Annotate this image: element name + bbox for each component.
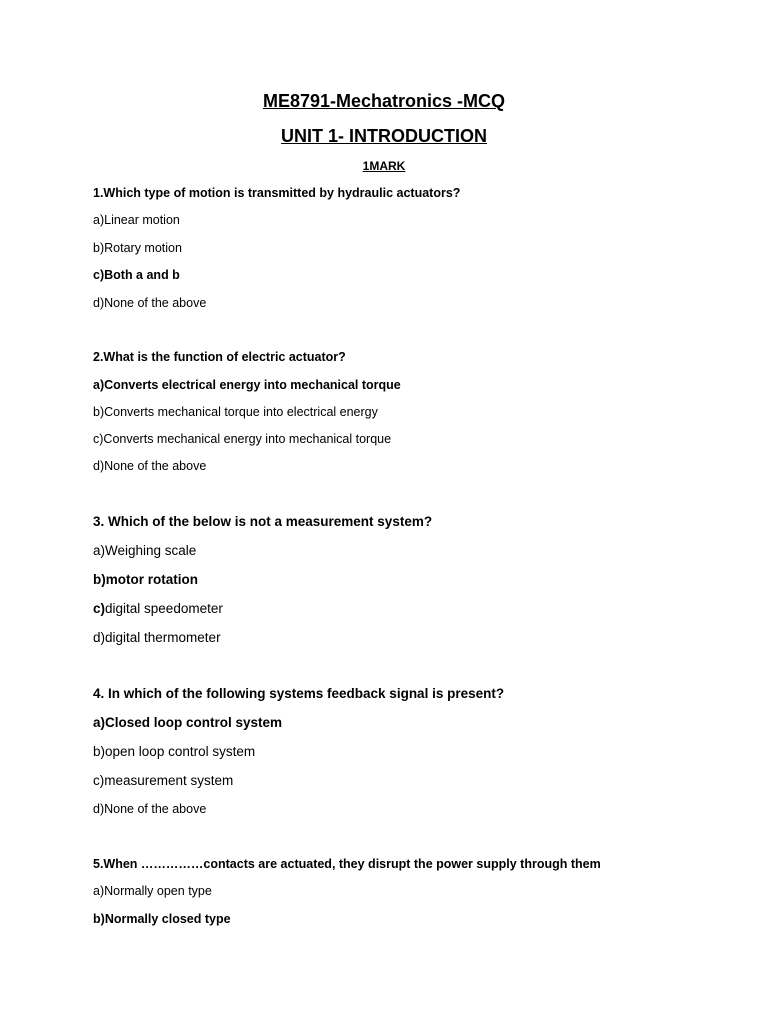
option-text: None of the above — [104, 296, 207, 310]
option-text: Closed loop control system — [105, 715, 283, 730]
q4-option-c — [93, 773, 233, 789]
q1-option-d — [93, 295, 206, 311]
q2-option-d — [93, 458, 206, 474]
option-text: open loop control system — [105, 744, 256, 759]
q4-option-b — [93, 744, 255, 760]
unit-heading: UNIT 1- INTRODUCTION — [281, 126, 487, 146]
question-1: 1.Which type of motion is transmitted by hydraulic actuators? — [93, 186, 461, 200]
q1-option-c-answer — [93, 267, 180, 283]
option-prefix: b) — [93, 405, 105, 419]
option-prefix: c) — [93, 601, 106, 616]
option-text: measurement system — [104, 773, 234, 788]
option-prefix: a) — [93, 378, 105, 392]
q5-option-a — [93, 883, 212, 899]
option-text: Linear motion — [104, 213, 180, 227]
question-2: 2.What is the function of electric actuator? — [93, 350, 346, 364]
option-prefix: d) — [93, 296, 105, 310]
option-text: Both a and b — [104, 268, 180, 282]
q3-option-c — [93, 601, 223, 617]
option-prefix: c) — [93, 268, 105, 282]
q5-option-b-answer — [93, 911, 231, 927]
option-prefix: b) — [93, 241, 105, 255]
q2-option-c — [93, 431, 391, 447]
option-text: Converts electrical energy into mechanical torque — [104, 378, 401, 392]
question-3: 3. Which of the below is not a measurement system? — [93, 514, 433, 529]
option-prefix: b) — [93, 744, 106, 759]
option-text: Normally closed type — [104, 912, 231, 926]
option-prefix: d) — [93, 802, 105, 816]
option-prefix: a) — [93, 543, 106, 558]
option-text: digital thermometer — [105, 630, 221, 645]
option-prefix: c) — [93, 773, 105, 788]
q3-option-b-answer — [93, 572, 198, 588]
q3-option-d — [93, 630, 221, 646]
q4-option-d — [93, 801, 206, 817]
document-title: ME8791-Mechatronics -MCQ — [262, 91, 506, 111]
marks-heading: 1MARK — [362, 159, 406, 173]
q3-option-a — [93, 543, 196, 559]
q1-option-b — [93, 240, 182, 256]
option-text: Converts mechanical torque into electrical energy — [104, 405, 378, 419]
q1-option-a — [93, 212, 180, 228]
q4-option-a-answer — [93, 715, 282, 731]
option-text: Weighing scale — [105, 543, 197, 558]
q2-option-a-answer — [93, 377, 401, 393]
option-text: motor rotation — [105, 572, 198, 587]
option-prefix: a) — [93, 213, 105, 227]
option-text: digital speedometer — [105, 601, 223, 616]
option-text: None of the above — [104, 802, 207, 816]
option-prefix: d) — [93, 630, 106, 645]
option-text: None of the above — [104, 459, 207, 473]
option-text: Rotary motion — [104, 241, 182, 255]
option-prefix: a) — [93, 884, 105, 898]
option-prefix: b) — [93, 912, 105, 926]
option-prefix: b) — [93, 572, 106, 587]
option-prefix: a) — [93, 715, 106, 730]
option-prefix: d) — [93, 459, 105, 473]
question-5: 5.When ……………contacts are actuated, they disrupt the power supply through them — [93, 857, 601, 871]
q2-option-b — [93, 404, 378, 420]
option-text: Normally open type — [104, 884, 212, 898]
option-prefix: c) — [93, 432, 104, 446]
question-4: 4. In which of the following systems feedback signal is present? — [93, 686, 505, 701]
option-text: Converts mechanical energy into mechanical torque — [103, 432, 392, 446]
